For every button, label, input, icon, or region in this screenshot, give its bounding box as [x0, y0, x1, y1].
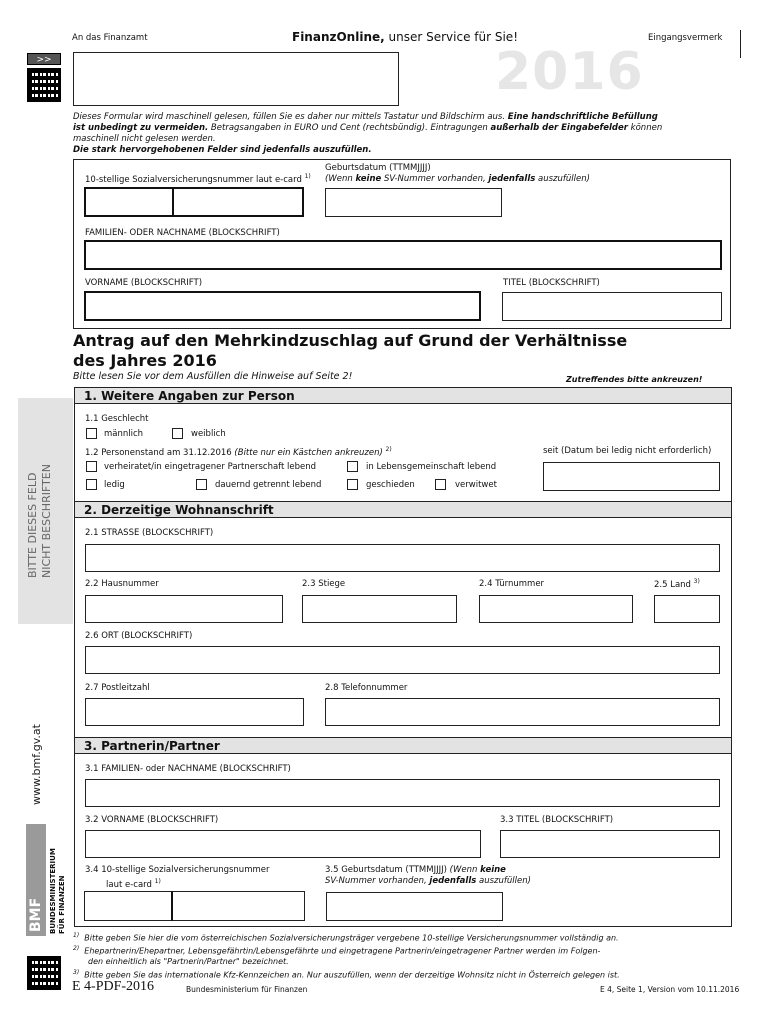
gender-label: 1.1 Geschlecht	[85, 414, 149, 424]
female-checkbox[interactable]	[172, 428, 183, 439]
footnotes: $^{1)}$ Bitte geben Sie hier die vom österreichischen Sozialversicherungsträger vergebene 10-stellige Versicherungsnummer vollständig an. $^{2)}$ Ehepartnerin/Ehepartner, Lebensgefährtin/Lebensgefährte und eingetragene Partnerin/eingetragener Partner werden im Folgen- den einheitlich als "Partnerin/Partner" bezeichnet. $^{3)}$ Bitte geben Sie das internationale Kfz-Kennzeichen an. Nur auszufüllen, wenn der derzeitige Wohnsitz nicht in Österreich gelegen ist.	[73, 931, 733, 981]
form-id: E 4-PDF-2016	[72, 979, 155, 994]
receipt-divider	[740, 30, 741, 58]
bmf-logo	[26, 824, 72, 936]
partner-birthdate-field[interactable]	[326, 892, 503, 921]
house-number-label: 2.2 Hausnummer	[85, 579, 159, 589]
since-date-field[interactable]	[543, 462, 720, 491]
house-number-field[interactable]	[85, 595, 283, 623]
cohabiting-checkbox[interactable]	[347, 461, 358, 472]
service-slogan: unser Service für Sie!	[384, 30, 518, 44]
lastname-label: FAMILIEN- ODER NACHNAME (BLOCKSCHRIFT)	[85, 228, 280, 238]
section2-header: 2. Derzeitige Wohnanschrift	[75, 501, 731, 518]
street-field[interactable]	[85, 544, 720, 572]
firstname-label: VORNAME (BLOCKSCHRIFT)	[85, 278, 203, 288]
receipt-label: Eingangsvermerk	[648, 33, 723, 43]
partner-birthdate-label: 3.5 Geburtsdatum (TTMMJJJJ) (Wenn keine SV-Nummer vorhanden, jedenfalls auszufüllen)	[325, 865, 531, 886]
service-brand: FinanzOnline,	[292, 30, 385, 44]
svnr-label: 10-stellige Sozialversicherungsnummer laut e-card $^{1)}$	[85, 173, 311, 185]
intro-text: Dieses Formular wird maschinell gelesen, füllen Sie es daher nur mittels Tastatur und Bildschirm aus. Eine handschriftliche Befüllung ist unbedingt zu vermeiden. Betragsangaben in EURO und Cent (rechtsbündig). Eintragungen außerhalb der Eingabefelder können maschinell nicht gelesen werden. Die stark hervorgehobenen Felder sind jedenfalls auszufüllen.	[73, 112, 663, 155]
married-label: verheiratet/in eingetragener Partnerschaft lebend	[104, 462, 317, 472]
footnote-2: $^{2)}$ Ehepartnerin/Ehepartner, Lebensgefährtin/Lebensgefährte und eingetragene Partnerin/eingetragener Partner werden im Folgen-	[73, 945, 601, 956]
phone-label: 2.8 Telefonnummer	[325, 683, 408, 693]
male-label: männlich	[104, 429, 144, 439]
birthdate-field[interactable]	[325, 188, 502, 217]
stair-label: 2.3 Stiege	[302, 579, 346, 589]
divorced-checkbox[interactable]	[347, 479, 358, 490]
firstname-field[interactable]	[84, 291, 481, 321]
publisher-label: Bundesministerium für Finanzen	[186, 985, 308, 994]
female-label: weiblich	[191, 429, 226, 439]
no-write-text: BITTE DIESES FELD NICHT BESCHRIFTEN	[26, 464, 53, 578]
country-label: 2.5 Land $^{3)}$	[654, 578, 700, 590]
qr-code-bottom	[27, 956, 61, 990]
svnr-field[interactable]	[84, 187, 304, 217]
qr-code-top	[27, 68, 61, 102]
form-title: Antrag auf den Mehrkindzuschlag auf Grund der Verhältnisse des Jahres 2016	[73, 331, 628, 370]
partner-firstname-label: 3.2 VORNAME (BLOCKSCHRIFT)	[85, 815, 219, 825]
no-write-area	[18, 398, 73, 624]
single-checkbox[interactable]	[86, 479, 97, 490]
partner-firstname-field[interactable]	[85, 830, 481, 858]
phone-field[interactable]	[325, 698, 720, 726]
year-watermark: 2016	[495, 42, 644, 102]
partner-svnr-label: 3.4 10-stellige Sozialversicherungsnummer laut e-card $^{1)}$	[85, 865, 270, 890]
door-number-label: 2.4 Türnummer	[479, 579, 545, 589]
partner-title-label: 3.3 TITEL (BLOCKSCHRIFT)	[500, 815, 614, 825]
birthdate-label: Geburtsdatum (TTMMJJJJ)	[325, 163, 431, 173]
footnote-1: $^{1)}$ Bitte geben Sie hier die vom österreichischen Sozialversicherungsträger vergebene 10-stellige Versicherungsnummer vollständig an.	[73, 932, 619, 943]
title-label: TITEL (BLOCKSCHRIFT)	[503, 278, 600, 288]
cohabiting-label: in Lebensgemeinschaft lebend	[366, 462, 497, 472]
zip-field[interactable]	[85, 698, 304, 726]
widowed-label: verwitwet	[455, 480, 497, 490]
partner-lastname-field[interactable]	[85, 779, 720, 807]
title-field[interactable]	[502, 292, 722, 321]
service-tagline	[292, 30, 518, 44]
stair-field[interactable]	[302, 595, 457, 623]
married-checkbox[interactable]	[86, 461, 97, 472]
section1-header: 1. Weitere Angaben zur Person	[75, 387, 731, 404]
single-label: ledig	[104, 480, 125, 490]
partner-svnr-field[interactable]	[84, 891, 305, 921]
separated-label: dauernd getrennt lebend	[215, 480, 322, 490]
widowed-checkbox[interactable]	[435, 479, 446, 490]
since-label: seit (Datum bei ledig nicht erforderlich)	[543, 446, 712, 456]
version-label: E 4, Seite 1, Version vom 10.11.2016	[600, 985, 740, 994]
tax-office-field[interactable]	[73, 52, 399, 106]
to-tax-office-label: An das Finanzamt	[72, 33, 148, 43]
door-number-field[interactable]	[479, 595, 633, 623]
separated-checkbox[interactable]	[196, 479, 207, 490]
partner-lastname-label: 3.1 FAMILIEN- oder NACHNAME (BLOCKSCHRIFT)	[85, 764, 291, 774]
lastname-field[interactable]	[84, 240, 722, 270]
footnote-3: $^{3)}$ Bitte geben Sie das internationale Kfz-Kennzeichen an. Nur auszufüllen, wenn der derzeitige Wohnsitz nicht in Österreich gelegen ist.	[73, 968, 620, 980]
website-text: www.bmf.gv.at	[30, 724, 43, 805]
country-field[interactable]	[654, 595, 720, 623]
form-subtitle: Bitte lesen Sie vor dem Ausfüllen die Hinweise auf Seite 2!	[73, 371, 353, 382]
section3-header: 3. Partnerin/Partner	[75, 737, 731, 754]
partner-title-field[interactable]	[500, 830, 720, 858]
marital-status-label: 1.2 Personenstand am 31.12.2016 (Bitte nur ein Kästchen ankreuzen) $^{2)}$	[85, 446, 392, 458]
check-note: Zutreffendes bitte ankreuzen!	[566, 375, 703, 384]
ministry-name: BUNDESMINISTERIUM FÜR FINANZEN	[49, 848, 66, 934]
street-label: 2.1 STRASSE (BLOCKSCHRIFT)	[85, 528, 214, 538]
male-checkbox[interactable]	[86, 428, 97, 439]
zip-label: 2.7 Postleitzahl	[85, 683, 150, 693]
bmf-logo-text: BMF	[28, 897, 44, 932]
divorced-label: geschieden	[366, 480, 415, 490]
city-label: 2.6 ORT (BLOCKSCHRIFT)	[85, 631, 193, 641]
svnr-divider	[172, 187, 174, 217]
birthdate-note: (Wenn keine SV-Nummer vorhanden, jedenfalls auszufüllen)	[325, 174, 590, 184]
city-field[interactable]	[85, 646, 720, 674]
forward-arrow-icon: >>	[27, 53, 61, 65]
partner-svnr-divider	[171, 891, 173, 921]
